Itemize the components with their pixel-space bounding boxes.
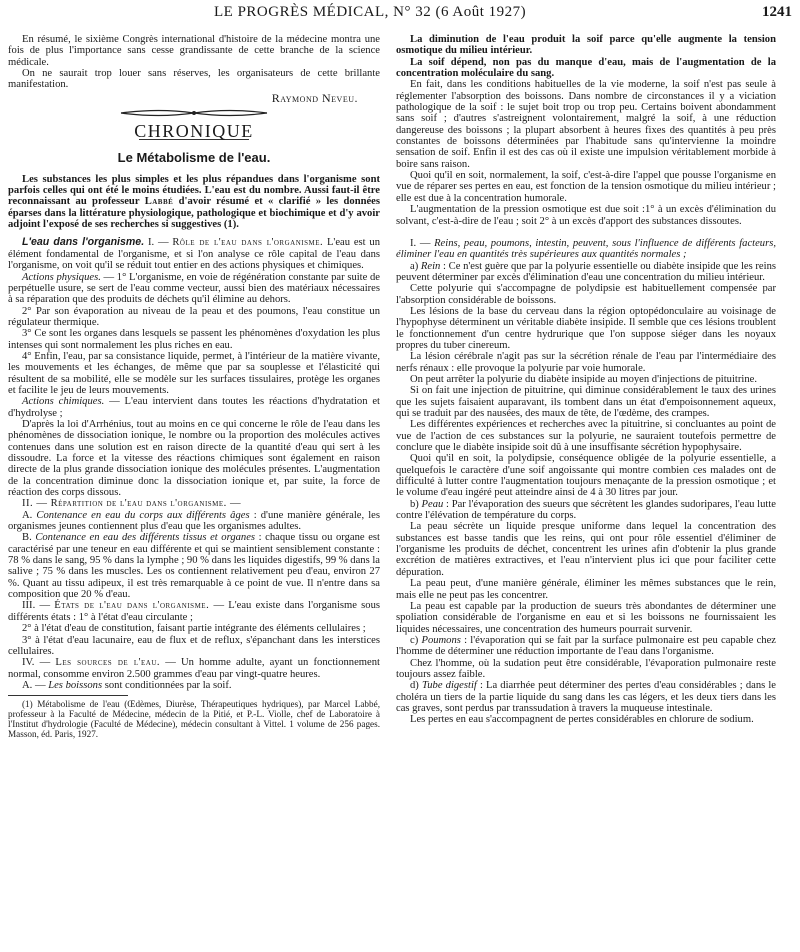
running-header: [0, 4, 800, 22]
intro-paragraph-1: En résumé, le sixième Congrès international d'histoire de la médecine montra une fois de plus l'importance sans cesse grandissante de cette branche de la science médicale.: [8, 34, 380, 68]
kidney-paragraph-2: Cette polyurie qui s'accompagne de polydipsie est habituellement compensée par l'absorption considérable de boissons.: [396, 283, 776, 306]
thirst-paragraph-1: La diminution de l'eau produit la soif parce qu'elle augmente la tension osmotique du milieu intérieur.: [396, 34, 776, 57]
physical-actions-2: 2° Par son évaporation au niveau de la peau et des poumons, l'eau constitue un régulateur thermique.: [8, 305, 380, 328]
thirst-paragraph-5: L'augmentation de la pression osmotique est due soit :1° à un excès d'élimination du solvant, c'est-à-dire de l'eau ; soit 2° à un excès d'apport des substances dissoutes.: [396, 204, 776, 227]
footnote: (1) Métabolisme de l'eau (Œdèmes, Diurèse, Thérapeutiques hydriques), par Marcel Labbé, professeur à la Faculté de Médecine, médecin de la Pitié, et P.-L. Violle, chef de Laboratoire à l'Institut d'hydrologie (Faculté de Médecine), médecin consultant à Vittel. 1 volume de 256 pages. Masson, éd. Paris, 1927.: [8, 699, 380, 740]
section-heading: CHRONIQUE: [134, 121, 254, 142]
article-intro: Les substances les plus simples et les plus répandues dans l'organisme sont parfois celles qui ont été le moins étudiées. L'eau est du nombre. Aussi faut-il être reconnaissant au professeur Labbé d'avoir résumé et « clarifié » les données éparses dans la littérature physiologique, pathologique et biochimique et d'y avoir adjoint l'exposé de ses recherches si suggestives (1).: [8, 173, 381, 231]
thirst-paragraph-4: Quoi qu'il en soit, normalement, la soif, c'est-à-dire l'appel que pousse l'organisme en vue de réparer ses pertes en eau, est fonction de la tension osmotique du milieu intérieur ; elle est due à la concentration humorale.: [396, 170, 776, 204]
kidney-paragraph-3: Les lésions de la base du cerveau dans la région optopédonculaire au voisinage de l'hypophyse déterminent un véritable diabète insipide. Il semble que ces lésions troublent le fonctionnement d'un centre hydrurique que l'on suppose siéger dans les noyaux propres du tuber cinereum.: [396, 305, 776, 351]
ornament-divider: [119, 108, 269, 118]
chemical-actions-1: Actions chimiques. — L'eau intervient dans toutes les réactions d'hydratation et d'hydrolyse ;: [8, 396, 380, 419]
physical-actions-4: 4° Enfin, l'eau, par sa consistance liquide, permet, à l'intérieur de la matière vivante, les mouvements et les échanges, de même que par sa souplesse et l'élasticité qui résultent de sa mobilité, elle se modèle sur les surfaces tissulaires, protège les organes et facilite le jeu de leurs mouvements.: [8, 350, 380, 396]
kidney-paragraph-5: On peut arrêter la polyurie du diabète insipide au moyen d'injections de pituitrine.: [410, 373, 757, 385]
article-title: Le Métabolisme de l'eau.: [117, 150, 271, 166]
elimination-section-heading: I. — Reins, peau, poumons, intestin, peuvent, sous l'influence de différents facteurs, éliminer l'eau en quantités très supérieures aux quantités normales ;: [396, 237, 776, 261]
section-2b: B. Contenance en eau des différents tissus et organes : chaque tissu ou organe est caractérisé par une teneur en eau différente et qui se maintient sensiblement constante : 78 % dans le sang, 95 % dans la lymphe ; 90 % dans les liquides digestifs, 99 % dans la salive ; 75 % dans les muscles. Les os contiennent relativement peu d'eau, environ 27 %. Quant au tissu adipeux, il est très remarquable à ce point de vue. Il n'entre dans sa composition que 20 % d'eau.: [8, 532, 380, 601]
chemical-actions-2: D'après la loi d'Arrhénius, tout au moins en ce qui concerne le rôle de l'eau dans les phénomènes de dissociation ionique, le nombre ou la proportion des molécules actives contenues dans une solution est en raison directe de la quantité d'eau qui sert à les dissoudre. La force et la vitesse des réactions chimiques sont également en raison directe de la plus grande dissociation ionique des molécules présentes. L'augmentation de la concentration diminue donc la dissociation ionique et, par suite, la force de réaction des corps dissous.: [8, 418, 380, 499]
right-column: [396, 34, 776, 726]
footnote-rule: [8, 695, 128, 696]
kidney-paragraph-6: Si on fait une injection de pituitrine, qui diminue considérablement le taux des urines que les sujets faisaient auparavant, ils tombent dans un état d'empoisonnement aqueux, qui se traduit par des nausées, des maux de tête, de l'œdème, des crampes.: [396, 385, 776, 419]
section-3-item-3: 3° à l'état d'eau lacunaire, eau de flux et de reflux, s'épanchant dans les interstices cellulaires.: [8, 634, 380, 657]
left-column: [8, 34, 380, 739]
kidney-paragraph-8: Quoi qu'il en soit, la polydipsie, conséquence obligée de la polyurie essentielle, a quelquefois le caractère d'une soif angoissante qui montre combien ces malades ont de difficulté à lutter contre l'augmentation toujours menaçante de la pression osmotique ; et le volume d'eau ingéré peut atteindre ainsi de 4 à 30 litres par jour.: [396, 453, 776, 499]
section-2a: A. Contenance en eau du corps aux différents âges : d'une manière générale, les organismes jeunes contiennent plus d'eau que les organismes adultes.: [8, 509, 381, 533]
section-2-heading: II. — Répartition de l'eau dans l'organisme. —: [22, 498, 242, 510]
digestive-paragraph-2: Les pertes en eau s'accompagnent de pertes considérables en chlorure de sodium.: [410, 714, 754, 726]
physical-actions-1: Actions physiques. — 1° L'organisme, en voie de régénération constante par suite de perpétuelle usure, se sert de l'eau comme vecteur, aussi bien des matériaux nécessaires à sa réparation que des produits de déchets qu'il élimine au dehors.: [8, 271, 380, 306]
author-signature: Raymond Neveu.: [271, 90, 358, 105]
page-number: 1241: [762, 4, 792, 20]
skin-paragraph: b) Peau : Par l'évaporation des sueurs que sécrètent les glandes sudoripares, l'eau lutte contre l'élévation de température du corps.: [396, 498, 776, 522]
journal-title: LE PROGRÈS MÉDICAL, N° 32 (6 Août 1927): [214, 4, 527, 20]
kidney-paragraph-7: Les différentes expériences et recherches avec la pituitrine, si concluantes au point de vue de l'action de ces substances sur la polyurie, ne sauraient toutefois permettre de conclure que le diabète insipide soit dû à une insuffisante sécrétion hypophysaire.: [396, 419, 776, 454]
physical-actions-3: 3° Ce sont les organes dans lesquels se passent les phénomènes d'oxydation les plus intenses qui sont normalement les plus riches en eau.: [8, 328, 380, 351]
thirst-paragraph-3: En fait, dans les conditions habituelles de la vie moderne, la soif n'est pas seule à réglementer l'absorption des boissons. Dans nombre de circonstances il y a viciation pathologique de la soif : le sujet boit trop ou trop peu. Certains boivent abondamment sans soif ; d'autres s'astreignent volontairement, malgré la soif, à une réduction dangereuse des boissons ; la plupart absorbent à heures fixes des quantités à peu près constantes de boissons déterminées par l'habitude sans qu'intervienne la moindre sensation de soif. Enfin il est des cas où il existe une impulsion véritablement morbide à boire sans raison.: [396, 79, 776, 170]
section-4a: A. — Les boissons sont conditionnées par la soif.: [22, 679, 232, 691]
section-3-item-2: 2° à l'état d'eau de constitution, faisant partie intégrante des éléments cellulaires ;: [22, 623, 366, 635]
section-1-paragraph: L'eau dans l'organisme. I. — Rôle de l'eau dans l'organisme. L'eau est un élément fondamental de l'organisme, et si l'on analyse ce rôle capital de l'eau dans l'organisme, on voit qu'il se réduit tout entier en des actions physiques et chimiques.: [8, 236, 380, 272]
lungs-paragraph: c) Poumons : l'évaporation qui se fait par la surface pulmonaire est peu capable chez l'homme de déterminer une réduction importante de l'eau dans l'organisme.: [396, 634, 776, 658]
lungs-paragraph-2: Chez l'homme, où la sudation peut être considérable, l'évaporation pulmonaire reste toujours assez faible.: [396, 657, 776, 680]
intro-paragraph-2: On ne saurait trop louer sans réserves, les organisateurs de cette brillante manifestation.: [8, 68, 380, 91]
kidney-paragraph: a) Rein : Ce n'est guère que par la polyurie essentielle ou diabète insipide que les reins peuvent déterminer par excès d'élimination d'eau une concentration du milieu intérieur.: [396, 260, 776, 283]
skin-paragraph-3: La peau peut, d'une manière générale, éliminer les mêmes substances que le rein, mais elle ne peut pas les concentrer.: [396, 578, 776, 601]
digestive-paragraph: d) Tube digestif : La diarrhée peut déterminer des pertes d'eau considérables ; dans le choléra un tiers de la partie liquide du sang dans les cas légers, et les deux tiers dans les cas graves, sont perdus par transsudation à travers la muqueuse intestinale.: [396, 680, 776, 714]
skin-paragraph-4: La peau est capable par la production de sueurs très abondantes de déterminer une spoliation considérable de l'organisme en eau et si les boissons ne fournissaient les liquides nécessaires, une concentration des humeurs pourrait survenir.: [396, 600, 776, 635]
kidney-paragraph-4: La lésion cérébrale n'agit pas sur la sécrétion rénale de l'eau par l'intermédiaire des nerfs rénaux : elle provoque la polyurie par voie humorale.: [396, 351, 776, 374]
section-3-paragraph: III. — États de l'eau dans l'organisme. — L'eau existe dans l'organisme sous différents états : 1° à l'état d'eau circulante ;: [8, 600, 381, 623]
section-4-paragraph: IV. — Les sources de l'eau. — Un homme adulte, ayant un fonctionnement normal, consomme environ 2.500 grammes d'eau par vingt-quatre heures.: [8, 657, 380, 680]
skin-paragraph-2: La peau sécrète un liquide presque uniforme dans lequel la concentration des substances est basse tandis que les reins, qui ont pour rôle essentiel d'éliminer de l'organisme les produits de déchet, concentrent les urines afin d'obtenir la plus grande excrétion de matières extractives, et l'eau n'intervient plus ici que pour faciliter cette dépuration.: [396, 521, 776, 578]
thirst-paragraph-2: La soif dépend, non pas du manque d'eau, mais de l'augmentation de la concentration moléculaire du sang.: [396, 56, 776, 80]
